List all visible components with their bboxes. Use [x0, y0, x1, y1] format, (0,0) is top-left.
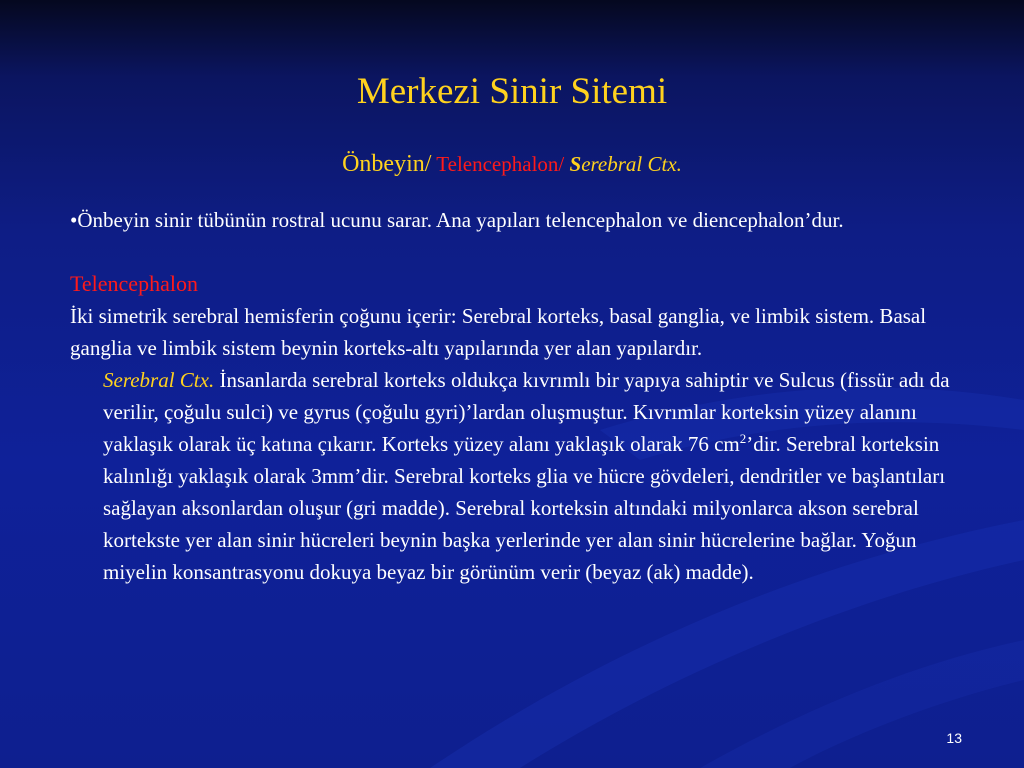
subtitle-telencephalon: Telencephalon/	[431, 152, 570, 176]
section-heading: Telencephalon	[70, 271, 198, 296]
detail-text-1: İnsanlarda serebral korteks oldukça kıvrımlı bir yapıya sahiptir ve Sulcus (fissür adı da verilir, çoğulu sulci) ve gyrus (çoğulu gyri)’lardan oluşmuştur. Kıvrımlar korteksin yüzey alanını yaklaşık olarak üç katına çıkarır. Korteks yüzey alanı yaklaşık olarak 76 cm	[103, 368, 950, 456]
slide-subtitle	[0, 150, 1024, 178]
spacer	[70, 236, 960, 268]
intro-paragraph: •Önbeyin sinir tübünün rostral ucunu sarar. Ana yapıları telencephalon ve diencephalon’dur.	[70, 208, 844, 232]
slide-body	[70, 204, 960, 588]
detail-paragraph	[70, 364, 960, 588]
subtitle-onbeyin: Önbeyin/	[342, 151, 432, 177]
detail-text-2: ’dir. Serebral korteksin kalınlığı yaklaşık olarak 3mm’dir. Serebral korteks glia ve hücre gövdeleri, dendritler ve başlantıları sağlayan aksonlardan oluşur (gri madde). Serebral korteksin altındaki milyonlarca akson serebral kortekste yer alan sinir hücreleri beynin başka yerlerinde yer alan sinir hücrelerine bağlar. Yoğun miyelin konsantrasyonu dokuya beyaz bir görünüm verir (beyaz (ak) madde).	[103, 432, 946, 584]
subtitle-serebral: erebral Ctx.	[581, 152, 682, 176]
page-number: 13	[946, 730, 962, 746]
slide-title: Merkezi Sinir Sitemi	[356, 71, 668, 112]
detail-term: Serebral Ctx.	[103, 368, 215, 392]
section-paragraph: İki simetrik serebral hemisferin çoğunu içerir: Serebral korteks, basal ganglia, ve limbik sistem. Basal ganglia ve limbik sistem beynin korteks-altı yapılarında yer alan yapılardır.	[70, 304, 927, 360]
superscript: 2	[739, 431, 747, 446]
subtitle-s: S	[569, 152, 582, 176]
